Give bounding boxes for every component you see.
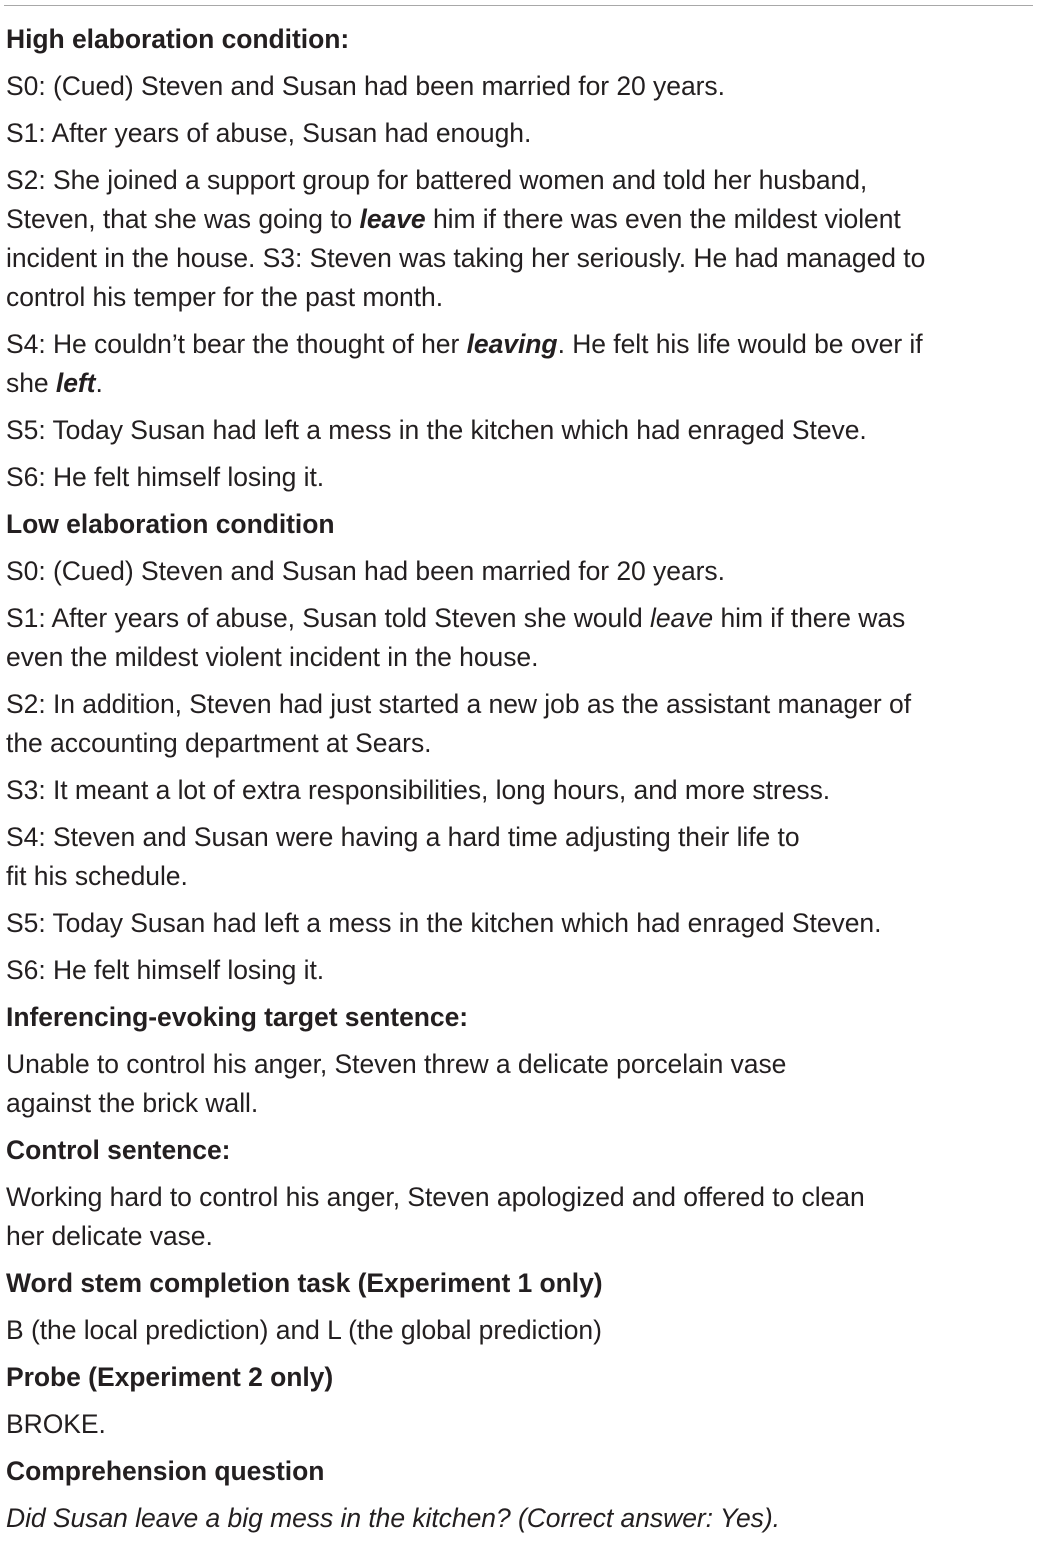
keyword-leaving: leaving (466, 329, 558, 359)
keyword-left: left (55, 368, 96, 398)
control-sentence (6, 1178, 1034, 1256)
target-sentence-line2: against the brick wall. (6, 1088, 259, 1118)
high-s1: S1: After years of abuse, Susan had enough. (6, 118, 532, 148)
low-s5: S5: Today Susan had left a mess in the kitchen which had enraged Steven. (6, 908, 882, 938)
high-s0: S0: (Cued) Steven and Susan had been married for 20 years. (6, 71, 725, 101)
high-s6: S6: He felt himself losing it. (6, 462, 325, 492)
low-s4 (6, 818, 1034, 896)
high-elaboration-heading: High elaboration condition: (6, 24, 350, 54)
word-stem-heading: Word stem completion task (Experiment 1 only) (6, 1268, 603, 1298)
low-s4-line2: fit his schedule. (6, 861, 188, 891)
high-s4-line1: S4: He couldn’t bear the thought of her leaving. He felt his life would be over if (6, 329, 923, 359)
probe-text: BROKE. (6, 1409, 106, 1439)
high-s2-line4: control his temper for the past month. (6, 282, 444, 312)
high-s2-line2: Steven, that she was going to leave him if there was even the mildest violent (6, 204, 901, 234)
high-s5: S5: Today Susan had left a mess in the kitchen which had enraged Steve. (6, 415, 867, 445)
target-sentence-line1: Unable to control his anger, Steven threw a delicate porcelain vase (6, 1049, 787, 1079)
low-s2-line2: the accounting department at Sears. (6, 728, 432, 758)
table-body (6, 20, 1034, 1546)
low-s6: S6: He felt himself losing it. (6, 955, 325, 985)
low-elaboration-heading: Low elaboration condition (6, 509, 335, 539)
low-s3: S3: It meant a lot of extra responsibilities, long hours, and more stress. (6, 775, 831, 805)
high-s4-line2: she left. (6, 368, 103, 398)
low-s1-line1: S1: After years of abuse, Susan told Steven she would leave him if there was (6, 603, 906, 633)
low-s2-line1: S2: In addition, Steven had just started a new job as the assistant manager of (6, 689, 912, 719)
control-sentence-heading: Control sentence: (6, 1135, 231, 1165)
low-s1-line2: even the mildest violent incident in the house. (6, 642, 539, 672)
keyword-leave: leave (359, 204, 426, 234)
probe-heading: Probe (Experiment 2 only) (6, 1362, 334, 1392)
low-s2 (6, 685, 1034, 763)
high-s2-line1: S2: She joined a support group for battered women and told her husband, (6, 165, 868, 195)
high-s2-line3: incident in the house. S3: Steven was taking her seriously. He had managed to (6, 243, 926, 273)
target-sentence-heading: Inferencing-evoking target sentence: (6, 1002, 469, 1032)
high-s4 (6, 325, 1034, 403)
word-stem-text: B (the local prediction) and L (the global prediction) (6, 1315, 602, 1345)
target-sentence (6, 1045, 1034, 1123)
keyword-leave-italic: leave (650, 603, 714, 633)
low-s0: S0: (Cued) Steven and Susan had been married for 20 years. (6, 556, 725, 586)
high-s2 (6, 161, 1034, 317)
control-sentence-line1: Working hard to control his anger, Steven apologized and offered to clean (6, 1182, 865, 1212)
control-sentence-line2: her delicate vase. (6, 1221, 213, 1251)
comprehension-question-heading: Comprehension question (6, 1456, 325, 1486)
top-rule (4, 5, 1033, 6)
comprehension-question-text: Did Susan leave a big mess in the kitchen? (Correct answer: Yes). (6, 1503, 780, 1533)
low-s1 (6, 599, 1034, 677)
low-s4-line1: S4: Steven and Susan were having a hard time adjusting their life to (6, 822, 800, 852)
